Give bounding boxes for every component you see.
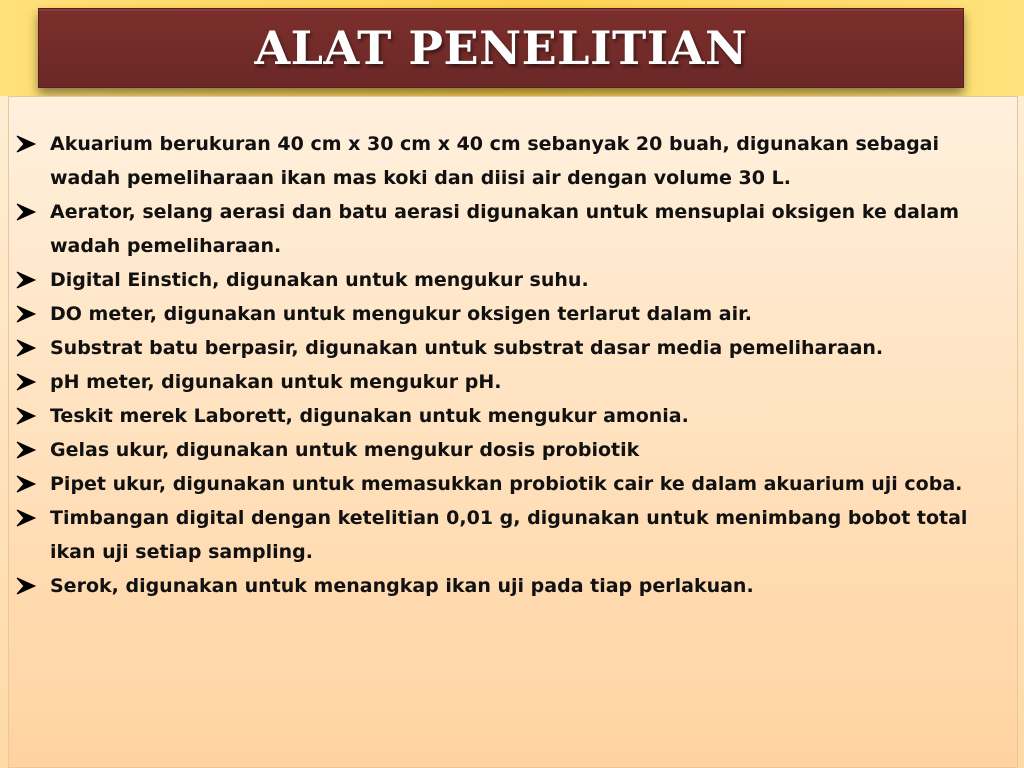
list-item bbox=[13, 501, 1009, 569]
arrowhead-bullet-icon bbox=[13, 263, 50, 297]
arrowhead-bullet-icon bbox=[13, 297, 50, 331]
arrowhead-bullet-icon bbox=[13, 399, 50, 433]
list-item bbox=[13, 331, 1009, 365]
arrowhead-bullet-icon bbox=[13, 569, 50, 603]
slide-title: ALAT PENELITIAN bbox=[254, 21, 748, 75]
list-item-text: Pipet ukur, digunakan untuk memasukkan probiotik cair ke dalam akuarium uji coba. bbox=[50, 473, 963, 495]
list-item bbox=[13, 365, 1009, 399]
list-item bbox=[13, 297, 1009, 331]
arrowhead-bullet-icon bbox=[13, 433, 50, 467]
list-item bbox=[13, 433, 1009, 467]
list-item bbox=[13, 399, 1009, 433]
list-item bbox=[13, 569, 1009, 603]
arrowhead-bullet-icon bbox=[13, 195, 50, 229]
list-item bbox=[13, 467, 1009, 501]
list-item-text: Akuarium berukuran 40 cm x 30 cm x 40 cm sebanyak 20 buah, digunakan sebagai wadah pemeliharaan ikan mas koki dan diisi air dengan volume 30 L. bbox=[50, 133, 940, 189]
list-item bbox=[13, 195, 1009, 263]
arrowhead-bullet-icon bbox=[13, 467, 50, 501]
arrowhead-bullet-icon bbox=[13, 127, 50, 161]
list-item-text: pH meter, digunakan untuk mengukur pH. bbox=[50, 371, 502, 393]
arrowhead-bullet-icon bbox=[13, 365, 50, 399]
list-item-text: Serok, digunakan untuk menangkap ikan uji pada tiap perlakuan. bbox=[50, 575, 754, 597]
list-item bbox=[13, 127, 1009, 195]
list-item-text: Timbangan digital dengan ketelitian 0,01 g, digunakan untuk menimbang bobot total ikan uji setiap sampling. bbox=[50, 507, 968, 563]
arrowhead-bullet-icon bbox=[13, 501, 50, 535]
list-item-text: DO meter, digunakan untuk mengukur oksigen terlarut dalam air. bbox=[50, 303, 752, 325]
title-bar bbox=[38, 8, 964, 88]
list-item-text: Digital Einstich, digunakan untuk mengukur suhu. bbox=[50, 269, 589, 291]
bullet-list bbox=[9, 97, 1017, 603]
list-item bbox=[13, 263, 1009, 297]
content-panel bbox=[8, 96, 1018, 768]
list-item-text: Teskit merek Laborett, digunakan untuk mengukur amonia. bbox=[50, 405, 689, 427]
list-item-text: Gelas ukur, digunakan untuk mengukur dosis probiotik bbox=[50, 439, 640, 461]
list-item-text: Aerator, selang aerasi dan batu aerasi digunakan untuk mensuplai oksigen ke dalam wadah pemeliharaan. bbox=[50, 201, 960, 257]
arrowhead-bullet-icon bbox=[13, 331, 50, 365]
list-item-text: Substrat batu berpasir, digunakan untuk substrat dasar media pemeliharaan. bbox=[50, 337, 884, 359]
